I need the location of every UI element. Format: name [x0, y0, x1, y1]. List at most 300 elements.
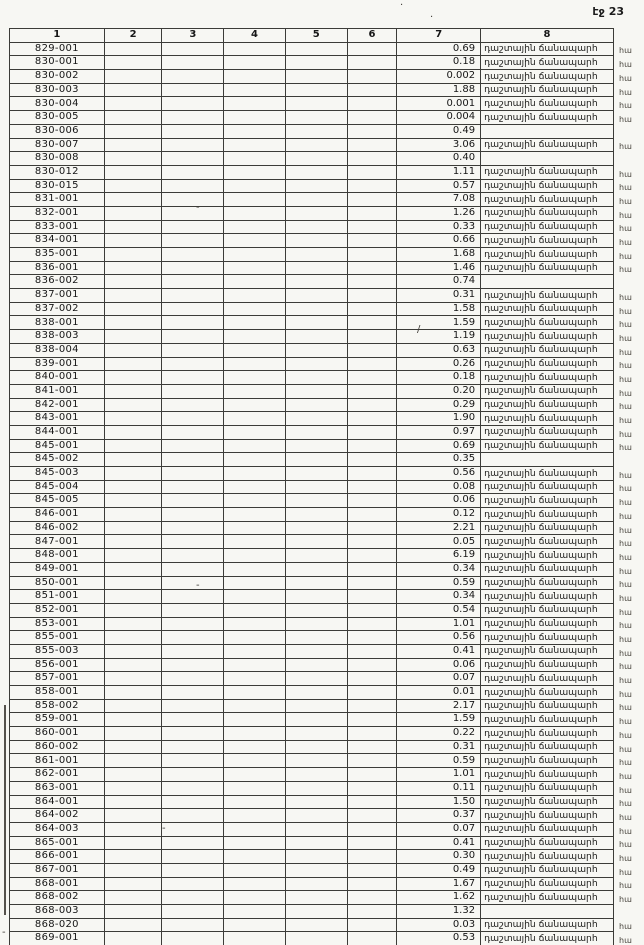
empty-cell [224, 535, 286, 549]
value-cell: 1.01 [397, 768, 481, 782]
table-row [10, 330, 644, 344]
unit-mark: հա [619, 676, 632, 686]
label-cell: դաշտային ճանապարհ [481, 617, 614, 631]
label-cell: դաշտային ճանապարհ [481, 918, 614, 932]
label-cell: դաշտային ճանապարհ [481, 631, 614, 645]
empty-cell [347, 672, 397, 686]
unit-mark: հա [619, 812, 632, 822]
empty-cell [285, 822, 347, 836]
empty-cell [224, 261, 286, 275]
empty-cell [224, 686, 286, 700]
empty-cell [162, 193, 224, 207]
empty-cell [104, 494, 162, 508]
table-row [10, 644, 644, 658]
label-cell: դաշտային ճանապարհ [481, 508, 614, 522]
label-cell: դաշտային ճանապարհ [481, 425, 614, 439]
table-row [10, 603, 644, 617]
label-cell: դաշտային ճանապարհ [481, 699, 614, 713]
label-cell: դաշտային ճանապարհ [481, 83, 614, 97]
unit-mark: հա [619, 703, 632, 713]
table-row [10, 494, 644, 508]
empty-cell [224, 316, 286, 330]
table-row [10, 658, 644, 672]
empty-cell [162, 275, 224, 289]
empty-cell [104, 549, 162, 563]
empty-cell [285, 248, 347, 262]
empty-cell [347, 617, 397, 631]
value-cell: 1.59 [397, 713, 481, 727]
code-cell: 830-002 [10, 70, 105, 84]
empty-cell [224, 658, 286, 672]
empty-cell [104, 740, 162, 754]
empty-cell [285, 412, 347, 426]
empty-cell [347, 56, 397, 70]
empty-cell [347, 754, 397, 768]
unit-mark: հա [619, 46, 632, 56]
label-cell: դաշտային ճանապարհ [481, 809, 614, 823]
table-row [10, 713, 644, 727]
code-cell: 859-001 [10, 713, 105, 727]
empty-cell [224, 617, 286, 631]
empty-cell [104, 261, 162, 275]
label-cell: դաշտային ճանապարհ [481, 467, 614, 481]
empty-cell [162, 905, 224, 919]
empty-cell [104, 809, 162, 823]
table-row [10, 275, 644, 289]
table-row [10, 152, 644, 166]
empty-cell [224, 631, 286, 645]
unit-mark: հա [619, 758, 632, 768]
empty-cell [162, 234, 224, 248]
value-cell: 0.31 [397, 289, 481, 303]
empty-cell [162, 850, 224, 864]
unit-mark: հա [619, 689, 632, 699]
empty-cell [285, 631, 347, 645]
empty-cell [162, 289, 224, 303]
unit-mark: հա [619, 662, 632, 672]
empty-cell [224, 932, 286, 945]
empty-cell [347, 850, 397, 864]
empty-cell [162, 467, 224, 481]
empty-cell [104, 644, 162, 658]
empty-cell [104, 562, 162, 576]
empty-cell [285, 863, 347, 877]
empty-cell [104, 371, 162, 385]
empty-cell [162, 863, 224, 877]
empty-cell [162, 83, 224, 97]
scan-artifact: - [162, 823, 166, 834]
empty-cell [285, 740, 347, 754]
empty-cell [224, 740, 286, 754]
value-cell: 1.01 [397, 617, 481, 631]
empty-cell [285, 508, 347, 522]
table-row [10, 768, 644, 782]
table-row [10, 371, 644, 385]
code-cell: 862-001 [10, 768, 105, 782]
empty-cell [347, 699, 397, 713]
empty-cell [104, 754, 162, 768]
code-cell: 860-002 [10, 740, 105, 754]
empty-cell [224, 152, 286, 166]
code-cell: 837-001 [10, 289, 105, 303]
code-cell: 846-002 [10, 521, 105, 535]
label-cell: դաշտային ճանապարհ [481, 289, 614, 303]
value-cell: 0.54 [397, 603, 481, 617]
empty-cell [162, 576, 224, 590]
empty-cell [224, 562, 286, 576]
empty-cell [347, 302, 397, 316]
empty-cell [104, 384, 162, 398]
scan-artifact: - [196, 202, 200, 213]
unit-mark: հա [619, 635, 632, 645]
empty-cell [162, 809, 224, 823]
table-row [10, 480, 644, 494]
table-row [10, 234, 644, 248]
table-row [10, 863, 644, 877]
empty-cell [285, 83, 347, 97]
header-row [10, 29, 644, 43]
code-cell: 833-001 [10, 220, 105, 234]
empty-cell [224, 644, 286, 658]
unit-mark: հա [619, 593, 632, 603]
empty-cell [285, 343, 347, 357]
value-cell: 0.001 [397, 97, 481, 111]
empty-cell [224, 467, 286, 481]
table-row [10, 124, 644, 138]
code-cell: 851-001 [10, 590, 105, 604]
empty-cell [347, 562, 397, 576]
empty-cell [285, 617, 347, 631]
empty-cell [347, 179, 397, 193]
empty-cell [285, 357, 347, 371]
code-cell: 841-001 [10, 384, 105, 398]
empty-cell [347, 70, 397, 84]
empty-cell [162, 480, 224, 494]
empty-cell [162, 521, 224, 535]
empty-cell [162, 877, 224, 891]
code-cell: 868-002 [10, 891, 105, 905]
empty-cell [224, 220, 286, 234]
unit-mark: հա [619, 854, 632, 864]
value-cell: 0.74 [397, 275, 481, 289]
empty-cell [224, 672, 286, 686]
value-cell: 0.53 [397, 932, 481, 945]
label-cell: դաշտային ճանապարհ [481, 316, 614, 330]
scan-artifact [4, 705, 6, 915]
label-cell: դաշտային ճանապարհ [481, 384, 614, 398]
code-cell: 830-006 [10, 124, 105, 138]
empty-cell [104, 234, 162, 248]
table-row [10, 562, 644, 576]
table-row [10, 343, 644, 357]
empty-cell [162, 754, 224, 768]
table-row [10, 822, 644, 836]
unit-mark [614, 453, 644, 467]
empty-cell [347, 576, 397, 590]
value-cell: 0.22 [397, 727, 481, 741]
unit-mark: հա [619, 895, 632, 905]
label-cell: դաշտային ճանապարհ [481, 56, 614, 70]
column-header: 6 [347, 29, 397, 43]
label-cell: դաշտային ճանապարհ [481, 658, 614, 672]
value-cell: 0.59 [397, 754, 481, 768]
unit-mark: հա [619, 785, 632, 795]
empty-cell [285, 768, 347, 782]
empty-cell [104, 850, 162, 864]
empty-cell [347, 111, 397, 125]
unit-mark: հա [619, 169, 632, 179]
empty-cell [104, 576, 162, 590]
unit-mark: հա [619, 498, 632, 508]
empty-cell [285, 398, 347, 412]
empty-cell [162, 494, 224, 508]
empty-cell [104, 658, 162, 672]
unit-mark: հա [619, 361, 632, 371]
value-cell: 0.49 [397, 124, 481, 138]
value-cell: 1.88 [397, 83, 481, 97]
empty-cell [162, 508, 224, 522]
value-cell: 0.11 [397, 781, 481, 795]
unit-mark: հա [619, 826, 632, 836]
empty-cell [104, 877, 162, 891]
empty-cell [285, 70, 347, 84]
table-row [10, 425, 644, 439]
scan-artifact: · [430, 12, 434, 23]
unit-mark: հա [619, 484, 632, 494]
value-cell: 0.18 [397, 371, 481, 385]
code-cell: 850-001 [10, 576, 105, 590]
empty-cell [224, 603, 286, 617]
empty-cell [224, 480, 286, 494]
value-cell: 0.30 [397, 850, 481, 864]
empty-cell [104, 905, 162, 919]
code-cell: 849-001 [10, 562, 105, 576]
empty-cell [162, 179, 224, 193]
value-cell: 1.46 [397, 261, 481, 275]
empty-cell [224, 863, 286, 877]
empty-cell [347, 480, 397, 494]
empty-cell [224, 809, 286, 823]
code-cell: 868-003 [10, 905, 105, 919]
table-row [10, 686, 644, 700]
unit-mark: հա [619, 416, 632, 426]
table-row [10, 918, 644, 932]
table-row [10, 220, 644, 234]
unit-mark: հա [619, 717, 632, 727]
empty-cell [162, 70, 224, 84]
empty-cell [224, 248, 286, 262]
empty-cell [347, 658, 397, 672]
empty-cell [224, 891, 286, 905]
empty-cell [104, 617, 162, 631]
empty-cell [224, 425, 286, 439]
table-row [10, 467, 644, 481]
empty-cell [347, 822, 397, 836]
code-cell: 843-001 [10, 412, 105, 426]
empty-cell [285, 453, 347, 467]
label-cell: դաշտային ճանապարհ [481, 850, 614, 864]
empty-cell [162, 152, 224, 166]
table-row [10, 590, 644, 604]
empty-cell [347, 425, 397, 439]
label-cell: դաշտային ճանապարհ [481, 165, 614, 179]
code-cell: 830-008 [10, 152, 105, 166]
empty-cell [285, 316, 347, 330]
label-cell: դաշտային ճանապարհ [481, 740, 614, 754]
table-row [10, 850, 644, 864]
empty-cell [347, 590, 397, 604]
empty-cell [224, 193, 286, 207]
unit-mark: հա [619, 101, 632, 111]
table-row [10, 795, 644, 809]
table-row [10, 439, 644, 453]
table-row [10, 891, 644, 905]
unit-mark [614, 152, 644, 166]
value-cell: 6.19 [397, 549, 481, 563]
empty-cell [285, 918, 347, 932]
label-cell: դաշտային ճանապարհ [481, 412, 614, 426]
scan-artifact: · [400, 0, 404, 11]
empty-cell [285, 905, 347, 919]
empty-cell [285, 179, 347, 193]
empty-cell [347, 603, 397, 617]
empty-cell [347, 535, 397, 549]
unit-mark: հա [619, 470, 632, 480]
empty-cell [224, 699, 286, 713]
label-cell: դաշտային ճանապարհ [481, 768, 614, 782]
empty-cell [104, 124, 162, 138]
empty-cell [347, 275, 397, 289]
code-cell: 864-003 [10, 822, 105, 836]
empty-cell [347, 165, 397, 179]
unit-mark: հա [619, 402, 632, 412]
unit-mark: հա [619, 333, 632, 343]
label-cell: դաշտային ճանապարհ [481, 672, 614, 686]
unit-mark: հա [619, 566, 632, 576]
empty-cell [347, 918, 397, 932]
value-cell: 0.69 [397, 42, 481, 56]
empty-cell [162, 261, 224, 275]
value-cell: 0.31 [397, 740, 481, 754]
table-row [10, 453, 644, 467]
empty-cell [285, 850, 347, 864]
empty-cell [104, 42, 162, 56]
empty-cell [224, 234, 286, 248]
empty-cell [104, 330, 162, 344]
empty-cell [285, 686, 347, 700]
empty-cell [285, 891, 347, 905]
unit-mark: հա [619, 525, 632, 535]
empty-cell [104, 357, 162, 371]
unit-mark: հա [619, 224, 632, 234]
empty-cell [104, 248, 162, 262]
value-cell: 0.40 [397, 152, 481, 166]
table-row [10, 193, 644, 207]
code-cell: 839-001 [10, 357, 105, 371]
table-row [10, 179, 644, 193]
code-cell: 869-001 [10, 932, 105, 945]
empty-cell [347, 289, 397, 303]
value-cell: 0.26 [397, 357, 481, 371]
column-header: 4 [224, 29, 286, 43]
code-cell: 845-005 [10, 494, 105, 508]
label-cell [481, 453, 614, 467]
empty-cell [162, 206, 224, 220]
unit-mark [614, 275, 644, 289]
empty-cell [285, 576, 347, 590]
value-cell: 0.69 [397, 439, 481, 453]
value-cell: 0.18 [397, 56, 481, 70]
empty-cell [104, 83, 162, 97]
code-cell: 845-003 [10, 467, 105, 481]
code-cell: 845-001 [10, 439, 105, 453]
label-cell: դաշտային ճանապարհ [481, 535, 614, 549]
code-cell: 864-001 [10, 795, 105, 809]
empty-cell [224, 850, 286, 864]
empty-cell [347, 809, 397, 823]
table-row [10, 206, 644, 220]
unit-mark: հա [619, 607, 632, 617]
empty-cell [162, 549, 224, 563]
unit-mark: հա [619, 922, 632, 932]
empty-cell [285, 480, 347, 494]
label-cell: դաշտային ճանապարհ [481, 97, 614, 111]
empty-cell [224, 275, 286, 289]
table-row [10, 83, 644, 97]
empty-cell [224, 727, 286, 741]
unit-mark: հա [619, 374, 632, 384]
empty-cell [104, 795, 162, 809]
label-cell: դաշտային ճանապարհ [481, 343, 614, 357]
empty-cell [285, 467, 347, 481]
empty-cell [224, 357, 286, 371]
unit-mark: հա [619, 840, 632, 850]
unit-mark: հա [619, 210, 632, 220]
unit-mark: հա [619, 429, 632, 439]
code-cell: 844-001 [10, 425, 105, 439]
empty-cell [224, 97, 286, 111]
label-cell: դաշտային ճանապարհ [481, 781, 614, 795]
empty-cell [347, 234, 397, 248]
empty-cell [285, 384, 347, 398]
code-cell: 861-001 [10, 754, 105, 768]
empty-cell [285, 644, 347, 658]
table-row [10, 261, 644, 275]
code-cell: 858-001 [10, 686, 105, 700]
value-cell: 1.58 [397, 302, 481, 316]
unit-mark: հա [619, 799, 632, 809]
empty-cell [285, 193, 347, 207]
label-cell: դաշտային ճանապարհ [481, 576, 614, 590]
unit-mark [614, 905, 644, 919]
column-header: 1 [10, 29, 105, 43]
empty-cell [162, 42, 224, 56]
empty-cell [104, 70, 162, 84]
empty-cell [347, 124, 397, 138]
code-cell: 868-001 [10, 877, 105, 891]
unit-mark: հա [619, 251, 632, 261]
value-cell: 7.08 [397, 193, 481, 207]
code-cell: 842-001 [10, 398, 105, 412]
label-cell: դաշտային ճանապարհ [481, 795, 614, 809]
table-row [10, 836, 644, 850]
unit-mark: հա [619, 648, 632, 658]
empty-cell [285, 713, 347, 727]
table-row [10, 70, 644, 84]
unit-mark: հա [619, 73, 632, 83]
empty-cell [224, 768, 286, 782]
empty-cell [224, 836, 286, 850]
